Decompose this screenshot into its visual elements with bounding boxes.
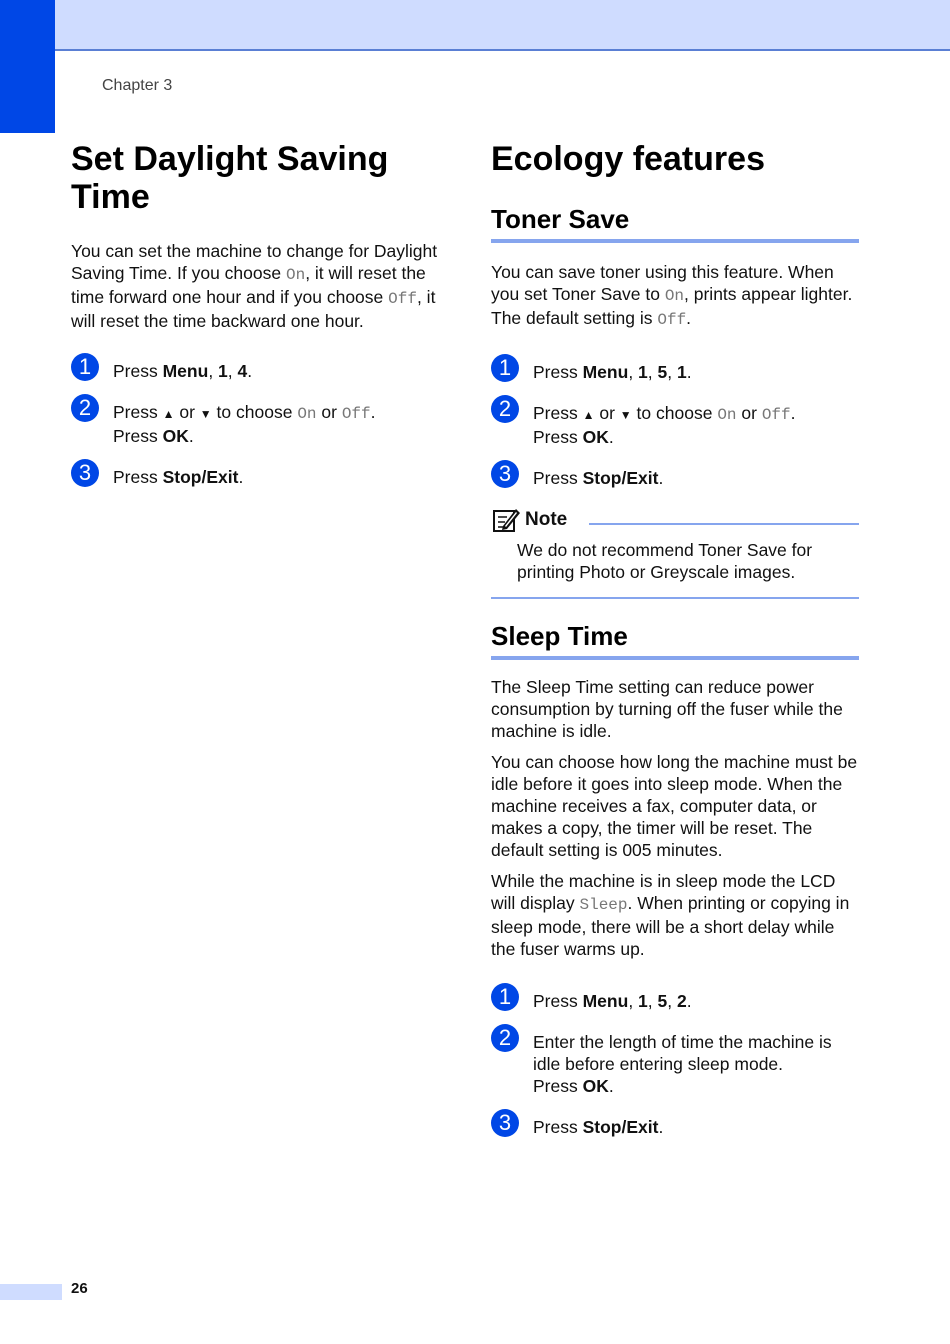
- right-column: [491, 140, 859, 1138]
- sleep-step-2: 2 Enter the length of time the machine is idle before entering sleep mode. Press OK.: [491, 1031, 859, 1097]
- step-number: 1: [71, 353, 99, 381]
- sleep-para-1: The Sleep Time setting can reduce power consumption by turning off the fuser while the machine is idle.: [491, 677, 843, 741]
- step-number: 2: [491, 395, 519, 423]
- daylight-step-1: 1 Press Menu, 1, 4.: [71, 360, 441, 382]
- daylight-intro: You can set the machine to change for Daylight Saving Time. If you choose On, it will reset the time forward one hour and if you choose Off, it will reset the time backward one hour.: [71, 241, 438, 331]
- note-text: We do not recommend Toner Save for printing Photo or Greyscale images.: [517, 540, 813, 582]
- chapter-tab: [0, 0, 55, 133]
- down-arrow-icon: ▼: [199, 407, 212, 421]
- toner-step-3: 3 Press Stop/Exit.: [491, 467, 859, 489]
- daylight-step-2: 2 Press ▲ or ▼ to choose On or Off. Press OK.: [71, 401, 441, 447]
- step-number: 2: [491, 1024, 519, 1052]
- note-pencil-icon: [491, 505, 521, 535]
- note-header: [491, 503, 859, 537]
- sleep-para-3: While the machine is in sleep mode the LCD will display Sleep. When printing or copying in sleep mode, there will be a short delay while the fuser warms up.: [491, 871, 850, 959]
- lcd-sleep-text: Sleep: [579, 896, 628, 914]
- note-bottom-rule: [491, 597, 859, 599]
- page-number: 26: [71, 1280, 88, 1297]
- toner-save-heading-block: [491, 204, 859, 243]
- up-arrow-icon: ▲: [582, 408, 595, 422]
- option-on: On: [285, 266, 306, 284]
- sleep-time-heading: Sleep Time: [491, 621, 628, 651]
- header-band: [0, 0, 950, 51]
- up-arrow-icon: ▲: [162, 407, 175, 421]
- step-number: 3: [491, 1109, 519, 1137]
- step-number: 1: [491, 983, 519, 1011]
- section-title-daylight: Set Daylight Saving Time: [71, 140, 389, 216]
- option-off: Off: [388, 290, 417, 308]
- sleep-step-1: 1 Press Menu, 1, 5, 2.: [491, 990, 859, 1012]
- step-number: 2: [71, 394, 99, 422]
- left-column: [71, 140, 441, 488]
- step-number: 3: [71, 459, 99, 487]
- toner-save-heading: Toner Save: [491, 204, 630, 234]
- sleep-step-3: 3 Press Stop/Exit.: [491, 1116, 859, 1138]
- note-rule: [589, 523, 859, 525]
- step-number: 3: [491, 460, 519, 488]
- note-label: Note: [525, 509, 568, 530]
- toner-step-2: 2 Press ▲ or ▼ to choose On or Off. Press OK.: [491, 402, 859, 448]
- footer-band: [0, 1284, 62, 1300]
- sleep-time-heading-block: [491, 621, 859, 660]
- step-number: 1: [491, 354, 519, 382]
- daylight-step-3: 3 Press Stop/Exit.: [71, 466, 441, 488]
- note-box: [491, 503, 859, 599]
- sleep-para-2: You can choose how long the machine must be idle before it goes into sleep mode. When the machine receives a fax, computer data, or makes a copy, the timer will be reset. The default setting is 005 minutes.: [491, 752, 858, 860]
- chapter-label: Chapter 3: [102, 77, 173, 94]
- down-arrow-icon: ▼: [619, 408, 632, 422]
- section-title-ecology: Ecology features: [491, 140, 765, 178]
- toner-save-intro: You can save toner using this feature. When you set Toner Save to On, prints appear lighter. The default setting is Off.: [491, 262, 853, 329]
- toner-step-1: 1 Press Menu, 1, 5, 1.: [491, 361, 859, 383]
